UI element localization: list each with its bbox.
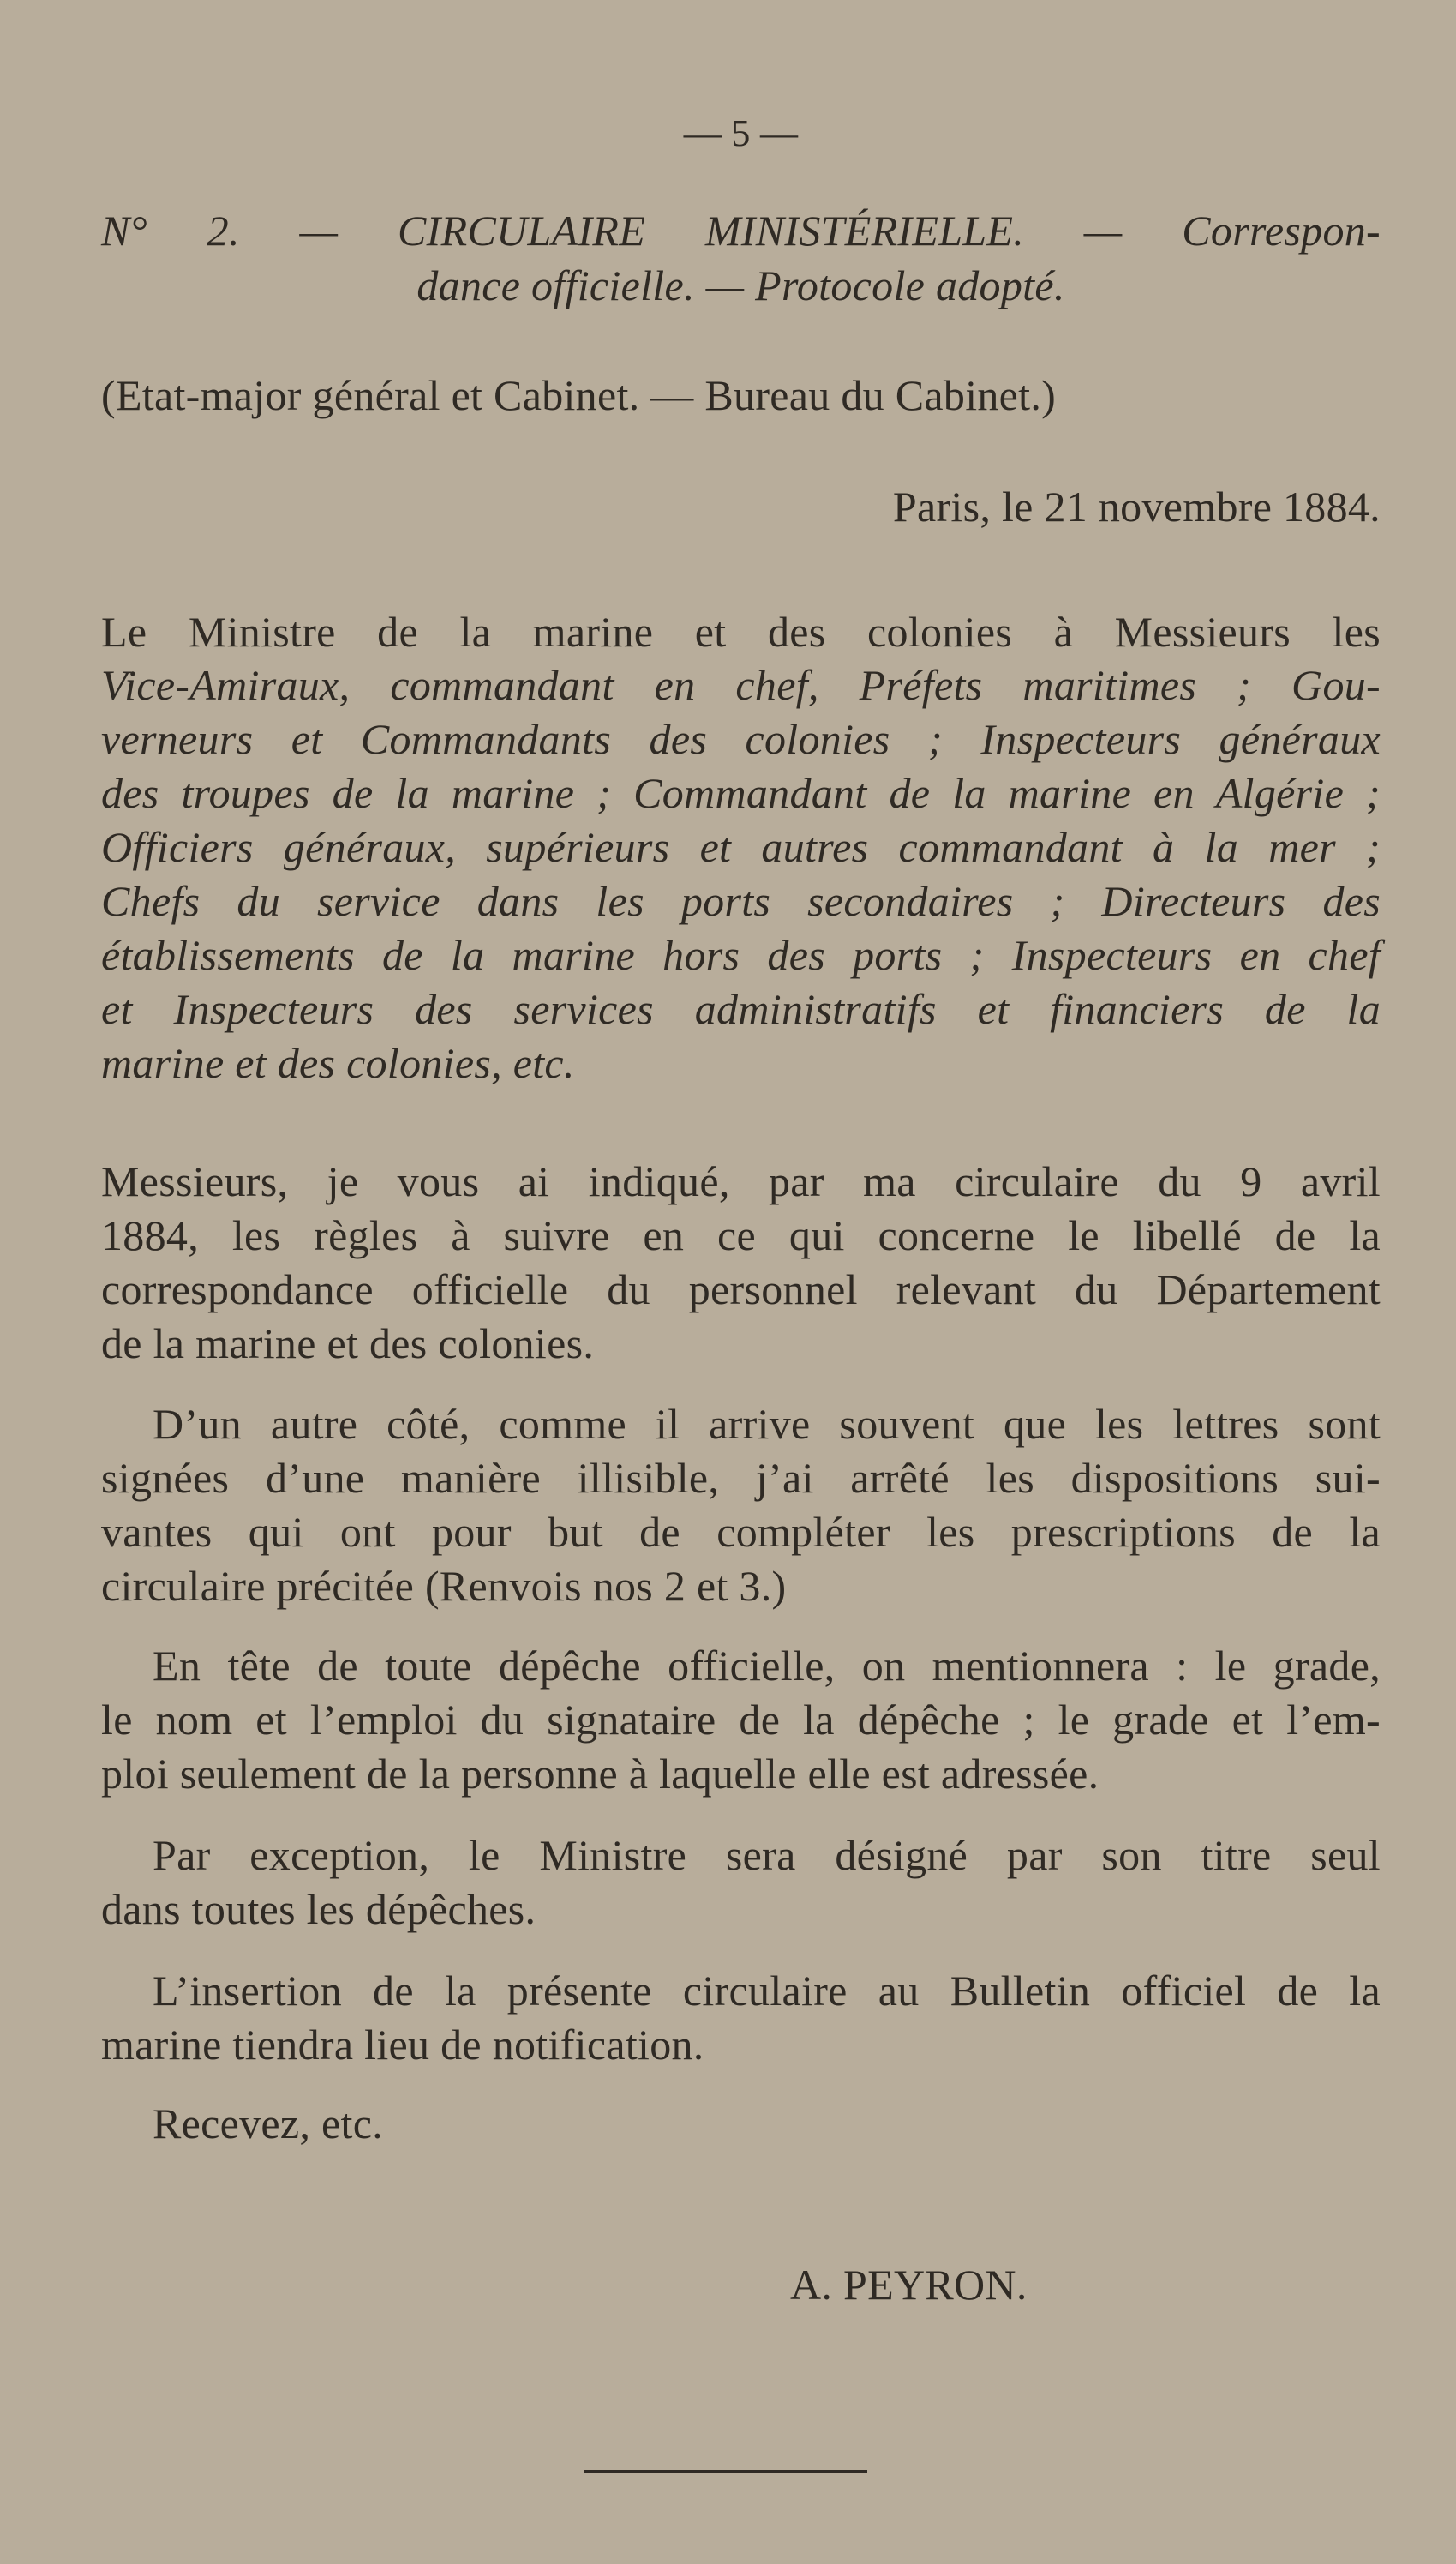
page-number: — 5 — [683,112,799,154]
heading-line-2: dance officielle. — Protocole adopté. [416,261,1065,309]
address-line-2: Vice-Amiraux, commandant en chef, Préfets maritimes ; Gou- [101,661,1381,709]
paragraph-3-line-3: ploi seulement de la personne à laquelle elle est adressée. [101,1750,1099,1798]
closing-formula: Recevez, etc. [153,2099,383,2147]
address-line-5: Officiers généraux, supérieurs et autres commandant à la mer ; [101,823,1381,871]
address-line-3: verneurs et Commandants des colonies ; Inspecteurs généraux [101,715,1381,763]
paragraph-1-line-1: Messieurs, je vous ai indiqué, par ma circulaire du 9 avril [101,1157,1381,1205]
address-line-6: Chefs du service dans les ports secondaires ; Directeurs des [101,877,1381,925]
paragraph-4-line-2: dans toutes les dépêches. [101,1885,536,1933]
paragraph-3-line-1: En tête de toute dépêche officielle, on mentionnera : le grade, [153,1642,1381,1690]
paragraph-1-line-3: correspondance officielle du personnel relevant du Département [101,1265,1381,1313]
address-line-8: et Inspecteurs des services administratifs et financiers de la [101,985,1381,1033]
dateline: Paris, le 21 novembre 1884. [892,483,1381,531]
paragraph-4-line-1: Par exception, le Ministre sera désigné par son titre seul [153,1831,1381,1879]
paragraph-1-line-2: 1884, les règles à suivre en ce qui concerne le libellé de la [101,1211,1381,1259]
paragraph-3-line-2: le nom et l’emploi du signataire de la dépêche ; le grade et l’em- [101,1696,1381,1744]
paragraph-1-line-4: de la marine et des colonies. [101,1319,595,1367]
end-rule [584,2470,867,2473]
paragraph-2-line-2: signées d’une manière illisible, j’ai arrêté les dispositions sui- [101,1454,1381,1502]
address-line-4: des troupes de la marine ; Commandant de la marine en Algérie ; [101,769,1381,817]
address-line-1: Le Ministre de la marine et des colonies à Messieurs les [101,608,1381,656]
office-line: (Etat-major général et Cabinet. — Bureau du Cabinet.) [101,371,1057,419]
paragraph-2-line-4: circulaire précitée (Renvois nos 2 et 3.) [101,1562,787,1610]
signature: A. PEYRON. [790,2261,1028,2309]
paragraph-5-line-1: L’insertion de la présente circulaire au Bulletin officiel de la [153,1967,1381,2015]
paragraph-2-line-3: vantes qui ont pour but de compléter les prescriptions de la [101,1508,1381,1556]
address-line-7: établissements de la marine hors des ports ; Inspecteurs en chef [101,931,1381,979]
paragraph-5-line-2: marine tiendra lieu de notification. [101,2021,704,2069]
paragraph-2-line-1: D’un autre côté, comme il arrive souvent que les lettres sont [153,1400,1381,1448]
address-line-9: marine et des colonies, etc. [101,1039,575,1087]
heading-line-1: N° 2. — CIRCULAIRE MINISTÉRIELLE. — Correspon- [101,207,1381,255]
